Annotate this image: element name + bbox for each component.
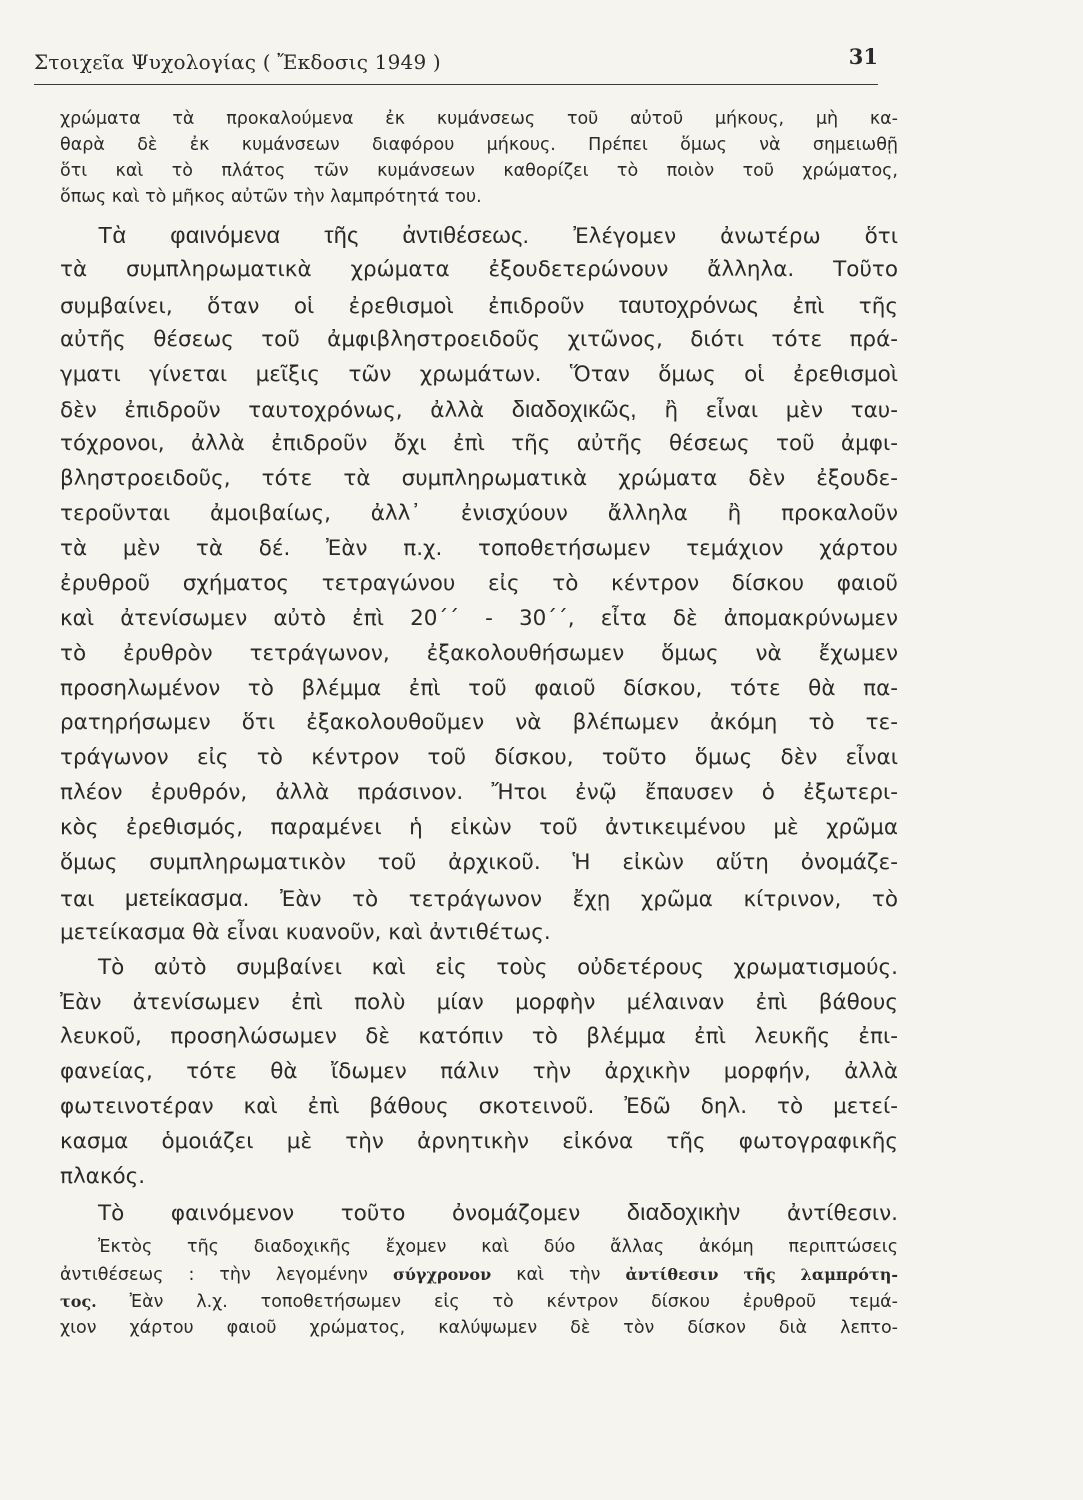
- text-line: Ἐὰν ἀτενίσωμεν ἐπὶ πολὺ μίαν μορφὴν μέλαιναν ἐπὶ βάθους: [60, 989, 898, 1015]
- text-line: [60, 881, 898, 916]
- text-line: κὸς ἐρεθισμός, παραμένει ἡ εἰκὼν τοῦ ἀντικειμένου μὲ χρῶμα: [60, 815, 898, 841]
- text-span: Ἐὰν τὸ τετράγωνον ἔχῃ χρῶμα κίτρινον, τὸ: [280, 886, 898, 912]
- emphasized-term: ταυτοχρόνως: [618, 291, 759, 318]
- text-line: τὰ συμπληρωματικὰ χρώματα ἐξουδετερώνουν ἄλληλα. Τοῦτο: [60, 256, 898, 282]
- text-line: βληστροειδοῦς, τότε τὰ συμπληρωματικὰ χρώματα δὲν ἐξουδε-: [60, 466, 898, 492]
- text-line: φανείας, τότε θὰ ἴδωμεν πάλιν τὴν ἀρχικὴν μορφήν, ἀλλὰ: [60, 1059, 898, 1085]
- text-span: ἀντιθέσεως : τὴν λεγομένην: [60, 1264, 368, 1285]
- text-line: αὐτῆς θέσεως τοῦ ἀμφιβληστροειδοῦς χιτῶνος, διότι τότε πρά-: [60, 326, 898, 352]
- text-line: ὅτι καὶ τὸ πλάτος τῶν κυμάνσεων καθορίζει τὸ ποιὸν τοῦ χρώματος,: [60, 161, 898, 181]
- bold-term: σύγχρονον: [393, 1264, 492, 1284]
- bold-term: τος.: [60, 1291, 97, 1311]
- emphasized-term: μετείκασμα.: [125, 884, 250, 911]
- text-line: ὅπως καὶ τὸ μῆκος αὐτῶν τὴν λαμπρότητά του.: [60, 187, 482, 207]
- page-number: 31: [848, 44, 878, 69]
- text-line: κασμα ὁμοιάζει μὲ τὴν ἀρνητικὴν εἰκόνα τῆς φωτογραφικῆς: [60, 1129, 898, 1155]
- emphasized-term: διαδοχικὴν: [626, 1198, 741, 1225]
- text-line: τόχρονοι, ἀλλὰ ἐπιδροῦν ὄχι ἐπὶ τῆς αὐτῆς θέσεως τοῦ ἀμφι-: [60, 431, 898, 457]
- text-line: πλακός.: [60, 1164, 146, 1190]
- text-span: Ἐὰν λ.χ. τοποθετήσωμεν εἰς τὸ κέντρον δίσκου ἐρυθροῦ τεμά-: [129, 1291, 898, 1312]
- text-line: [60, 1261, 898, 1288]
- text-line: τεροῦνται ἀμοιβαίως, ἀλλ᾽ ἐνισχύουν ἄλληλα ἢ προκαλοῦν: [60, 501, 898, 527]
- text-line: [60, 1195, 898, 1230]
- text-line: χιον χάρτου φαιοῦ χρώματος, καλύψωμεν δὲ τὸν δίσκον διὰ λεπτο-: [60, 1317, 898, 1338]
- text-span: συμβαίνει, ὅταν οἱ ἐρεθισμοὶ ἐπιδροῦν: [60, 293, 585, 319]
- text-line: ὅμως συμπληρωματικὸν τοῦ ἀρχικοῦ. Ἡ εἰκὼν αὕτη ὀνομάζε-: [60, 850, 898, 876]
- section-heading-line: [60, 218, 898, 253]
- text-line: ἐρυθροῦ σχήματος τετραγώνου εἰς τὸ κέντρον δίσκου φαιοῦ: [60, 570, 898, 596]
- section-heading: Τὰ φαινόμενα τῆς ἀντιθέσεως.: [98, 222, 530, 248]
- text-line: τὸ ἐρυθρὸν τετράγωνον, ἐξακολουθήσωμεν ὅμως νὰ ἔχωμεν: [60, 640, 898, 666]
- text-line: τὰ μὲν τὰ δέ. Ἐὰν π.χ. τοποθετήσωμεν τεμάχιον χάρτου: [60, 536, 898, 562]
- text-span: ται: [60, 886, 95, 912]
- text-span: ἢ εἶναι μὲν ταυ-: [664, 398, 898, 424]
- text-span: Ἐλέγομεν ἀνωτέρω ὅτι: [573, 224, 899, 249]
- text-line: καὶ ἀτενίσωμεν αὐτὸ ἐπὶ 20΄΄ - 30΄΄, εἶτα δὲ ἀπομακρύνωμεν: [60, 605, 898, 631]
- running-header: [34, 44, 878, 85]
- text-line: χρώματα τὰ προκαλούμενα ἐκ κυμάνσεως τοῦ αὐτοῦ μήκους, μὴ κα-: [60, 109, 898, 129]
- body-text: [60, 106, 898, 1342]
- text-line: [60, 288, 898, 323]
- text-line: μετείκασμα θὰ εἶναι κυανοῦν, καὶ ἀντιθέτως.: [60, 919, 551, 945]
- text-line: φωτεινοτέραν καὶ ἐπὶ βάθους σκοτεινοῦ. Ἐδῶ δηλ. τὸ μετεί-: [60, 1094, 898, 1120]
- text-line: Ἐκτὸς τῆς διαδοχικῆς ἔχομεν καὶ δύο ἄλλας ἀκόμη περιπτώσεις: [98, 1236, 898, 1257]
- text-span: ἀντίθεσιν.: [787, 1200, 898, 1226]
- bold-term: ἀντίθεσιν τῆς λαμπρότη-: [625, 1264, 898, 1284]
- running-title: Στοιχεῖα Ψυχολογίας ( Ἔκδοσις 1949 ): [34, 50, 441, 74]
- text-line: ρατηρήσωμεν ὅτι ἐξακολουθοῦμεν νὰ βλέπωμεν ἀκόμη τὸ τε-: [60, 710, 898, 736]
- text-line: θαρὰ δὲ ἐκ κυμάνσεων διαφόρου μήκους. Πρέπει ὅμως νὰ σημειωθῇ: [60, 135, 898, 155]
- text-span: ἐπὶ τῆς: [792, 293, 898, 319]
- text-span: Τὸ φαινόμενον τοῦτο ὀνομάζομεν: [98, 1200, 581, 1226]
- text-line: [60, 392, 898, 427]
- text-line: προσηλωμένον τὸ βλέμμα ἐπὶ τοῦ φαιοῦ δίσκου, τότε θὰ πα-: [60, 675, 898, 701]
- text-line: γματι γίνεται μεῖξις τῶν χρωμάτων. Ὅταν ὅμως οἱ ἐρεθισμοὶ: [60, 361, 898, 387]
- text-line: πλέον ἐρυθρόν, ἀλλὰ πράσινον. Ἤτοι ἐνῷ ἔπαυσεν ὁ ἐξωτερι-: [60, 780, 898, 806]
- text-line: [60, 1288, 898, 1315]
- text-line: τράγωνον εἰς τὸ κέντρον τοῦ δίσκου, τοῦτο ὅμως δὲν εἶναι: [60, 745, 898, 771]
- text-span: καὶ τὴν: [516, 1264, 601, 1285]
- text-line: λευκοῦ, προσηλώσωμεν δὲ κατόπιν τὸ βλέμμα ἐπὶ λευκῆς ἐπι-: [60, 1024, 898, 1050]
- text-line: Τὸ αὐτὸ συμβαίνει καὶ εἰς τοὺς οὐδετέρους χρωματισμούς.: [98, 954, 898, 980]
- emphasized-term: διαδοχικῶς,: [511, 396, 637, 423]
- text-span: δὲν ἐπιδροῦν ταυτοχρόνως, ἀλλὰ: [60, 398, 485, 424]
